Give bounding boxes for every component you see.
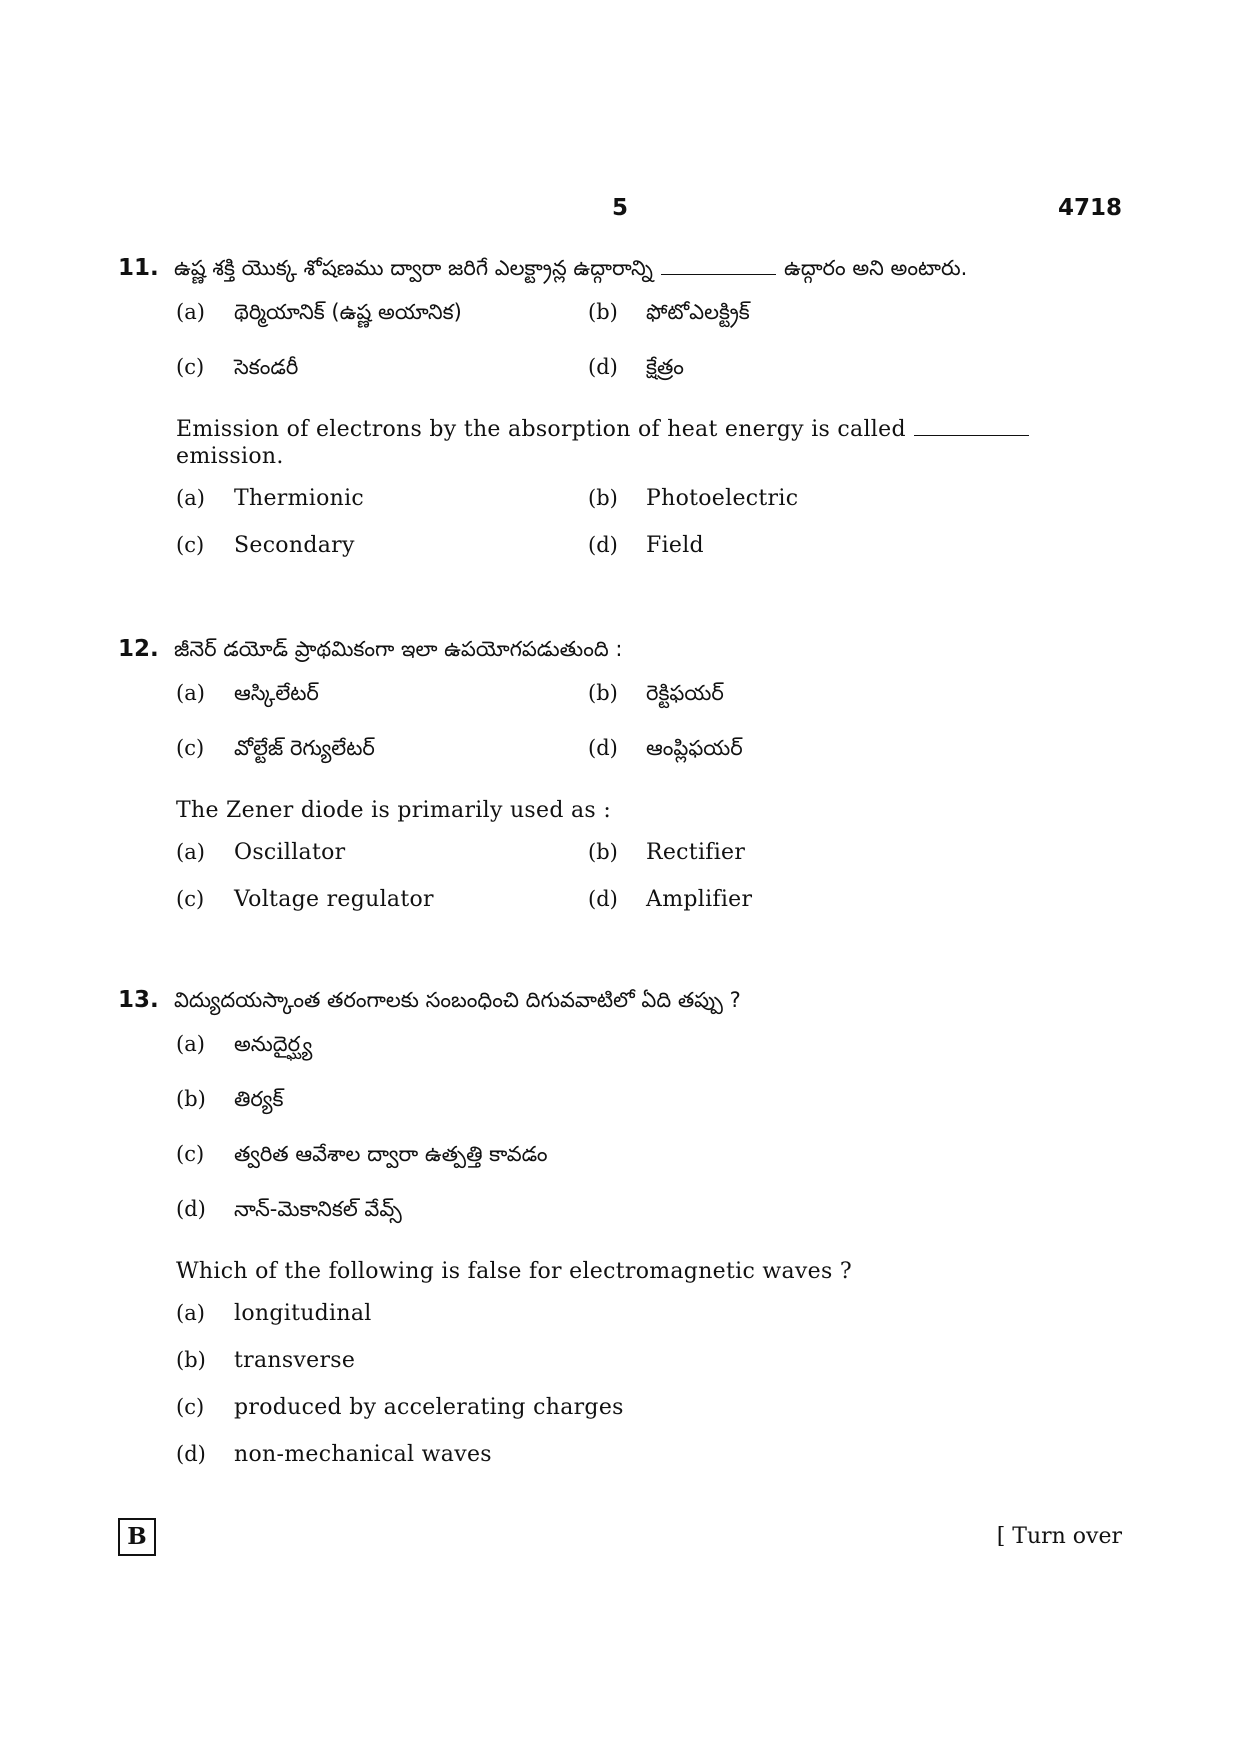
option-a: (a) థెర్మియానిక్ (ఉష్ణ అయానిక) (176, 300, 462, 324)
question-11-en-stem: Emission of electrons by the absorption of heat energy is called emission. (176, 416, 1066, 470)
option-b: (b) ఫోటోఎలక్ట్రిక్ (588, 300, 750, 324)
question-number: 11. (118, 255, 159, 281)
option-c: (c) Secondary (176, 533, 355, 558)
option-b: (b) తిర్యక్ (176, 1087, 284, 1111)
option-b: (b) Rectifier (588, 840, 746, 865)
paper-code: 4718 (1057, 195, 1122, 221)
question-number: 13. (118, 987, 159, 1013)
answer-blank (914, 434, 1029, 436)
question-11-te-stem (118, 255, 1128, 286)
option-c: (c) Voltage regulator (176, 887, 434, 912)
option-d: (d) non-mechanical waves (176, 1442, 492, 1467)
option-c: (c) వోల్టేజ్ రెగ్యులేటర్ (176, 736, 375, 760)
option-c: (c) సెకండరీ (176, 355, 299, 379)
option-b: (b) transverse (176, 1348, 356, 1373)
option-d: (d) నాన్-మెకానికల్ వేవ్స్ (176, 1197, 402, 1221)
question-13-te-stem (118, 987, 1128, 1018)
question-12 (118, 636, 1128, 934)
option-d: (d) ఆంప్లిఫయర్ (588, 736, 743, 760)
option-c: (c) produced by accelerating charges (176, 1395, 624, 1420)
question-number: 12. (118, 636, 159, 662)
option-a: (a) ఆస్కిలేటర్ (176, 681, 319, 705)
te-options (176, 300, 1128, 410)
option-a: (a) longitudinal (176, 1301, 372, 1326)
te-options (176, 1032, 1128, 1252)
en-options (176, 486, 1128, 580)
option-c: (c) త్వరిత ఆవేశాల ద్వారా ఉత్పత్తి కావడం (176, 1142, 548, 1166)
question-12-en-stem: The Zener diode is primarily used as : (176, 798, 612, 823)
en-options (176, 840, 1128, 934)
option-d: (d) Amplifier (588, 887, 753, 912)
page-number: 5 (611, 195, 628, 221)
stem-text: జీనెర్ డయోడ్ ప్రాథమికంగా ఇలా ఉపయోగపడుతుంది : (174, 637, 623, 661)
option-d: (d) Field (588, 533, 704, 558)
question-12-te-stem (118, 636, 1128, 667)
option-a: (a) అనుదైర్ఘ్య (176, 1032, 313, 1056)
series-badge: B (118, 1518, 156, 1556)
stem-text: విద్యుదయస్కాంత తరంగాలకు సంబంధించి దిగువవాటిలో ఏది తప్పు ? (174, 988, 741, 1012)
question-13-en-stem: Which of the following is false for electromagnetic waves ? (176, 1259, 852, 1284)
stem-text: ఉద్గారం అని అంటారు. (783, 256, 968, 280)
stem-text: ఉష్ణ శక్తి యొక్క శోషణము ద్వారా జరిగే ఎలక్ట్రాన్ల ఉద్గారాన్ని (174, 256, 653, 280)
option-d: (d) క్షేత్రం (588, 355, 684, 379)
option-a: (a) Thermionic (176, 486, 365, 511)
option-b: (b) Photoelectric (588, 486, 799, 511)
option-b: (b) రెక్టిఫయర్ (588, 681, 724, 705)
answer-blank (661, 273, 776, 275)
turn-over-note: [ Turn over (996, 1524, 1122, 1549)
question-11 (118, 255, 1128, 580)
option-a: (a) Oscillator (176, 840, 346, 865)
en-options (176, 1301, 1128, 1489)
te-options (176, 681, 1128, 791)
question-13 (118, 987, 1128, 1489)
